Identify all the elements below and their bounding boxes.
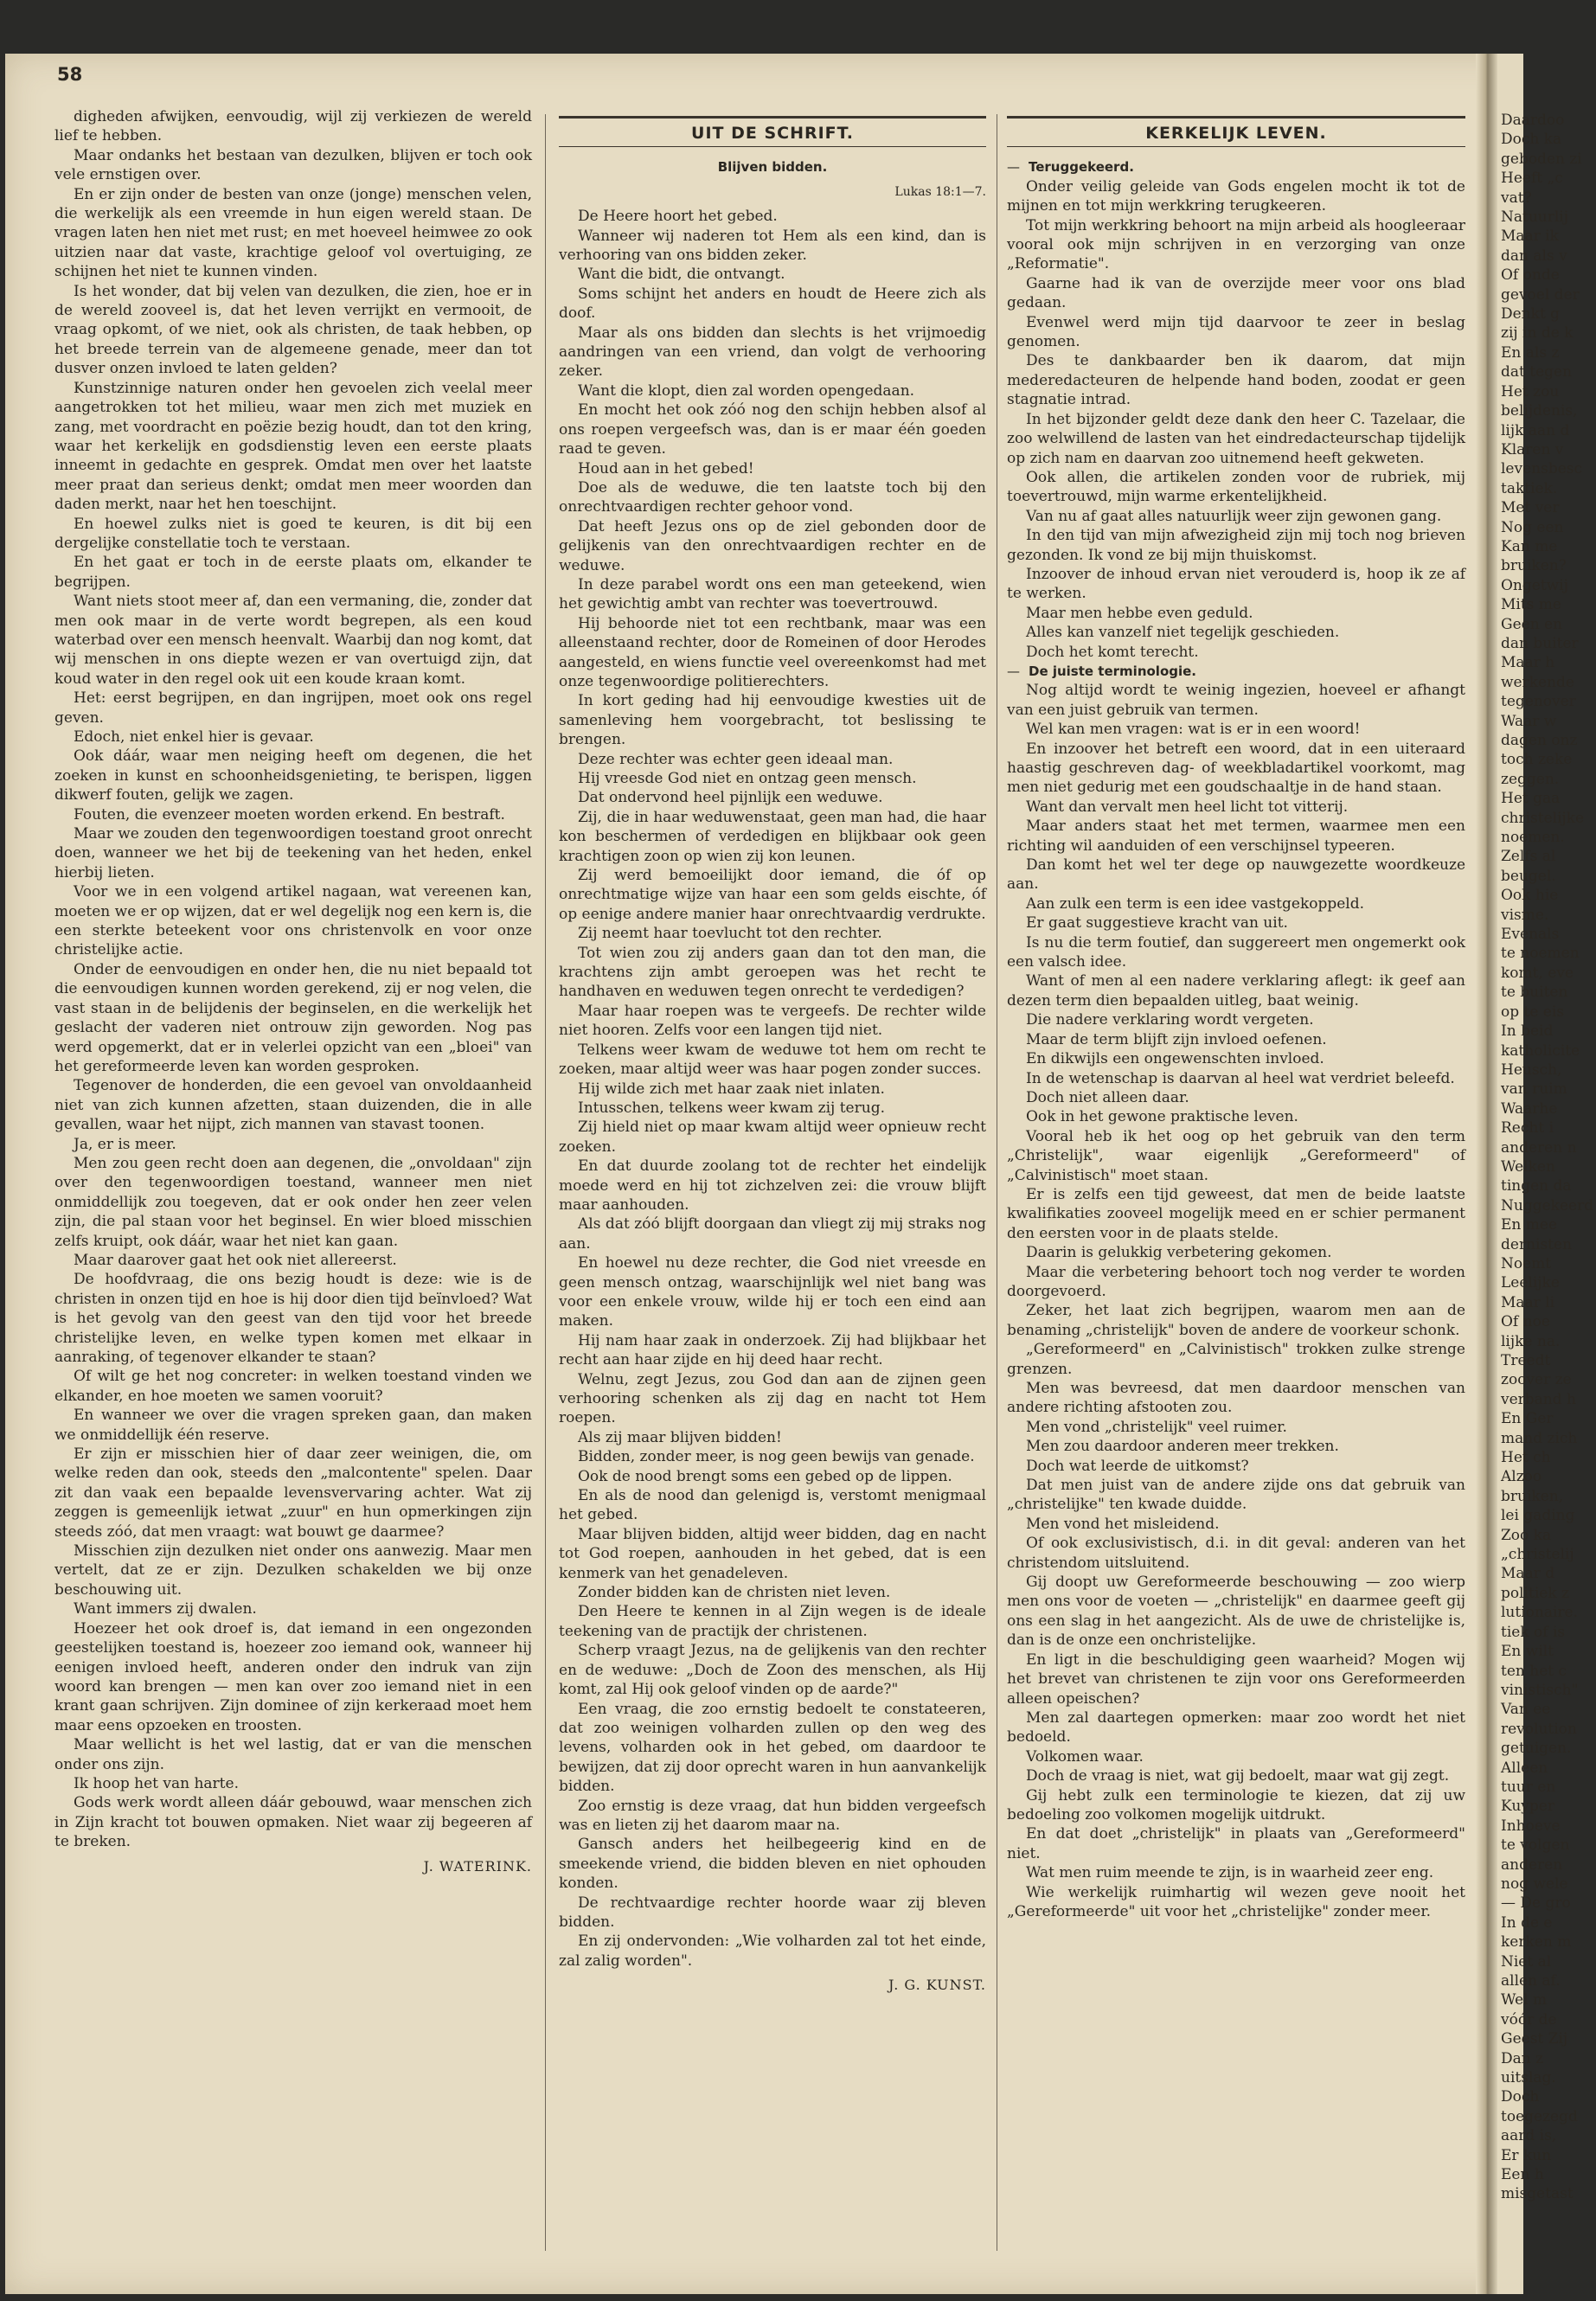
next-page-line: Doch ka	[1501, 131, 1562, 149]
paragraph: Doe als de weduwe, die ten laatste toch bij den onrechtvaardigen rechter gehoor vond.	[559, 478, 986, 516]
next-page-line: te buiten	[1501, 984, 1568, 1002]
paragraph: Zonder bidden kan de christen niet leven.	[578, 1584, 891, 1602]
next-page-line: gevoel der	[1501, 285, 1580, 304]
paragraph: Zij hield niet op maar kwam altijd weer opnieuw recht zoeken.	[559, 1118, 986, 1156]
next-page-line: geboden zi	[1501, 150, 1582, 168]
next-page-line: tingen da	[1501, 1177, 1572, 1195]
paragraph: De hoofdvraag, die ons bezig houdt is deze: wie is de christen in onzen tijd en hoe is hij door dien tijd beïnvloed? Wat is het gevolg van den geest van den tijd voor het breede christelijke leven, en welke typen komen met elkaar in aanraking, of tegenover elkander te staan?	[54, 1271, 532, 1366]
paragraph: Die nadere verklaring wordt vergeten.	[1026, 1011, 1314, 1029]
paragraph: Doch wat leerde de uitkomst?	[1026, 1457, 1249, 1475]
paragraph: En inzoover het betreft een woord, dat in een uiteraard haastig geschreven dag- of weekbladartikel voorkomt, mag men niet gedurig met een goudschaaltje in de hand staan.	[1007, 740, 1465, 797]
next-page-line: toegezegd	[1501, 2107, 1578, 2125]
article-body	[1007, 177, 1465, 662]
paragraph: Men was bevreesd, dat men daardoor menschen van andere richting afstooten zou.	[1007, 1380, 1465, 1417]
next-page-line: Doch	[1501, 2088, 1540, 2106]
next-page-line: Het gaa	[1501, 790, 1561, 808]
paragraph: Is nu die term foutief, dan suggereert men ongemerkt ook een valsch idee.	[1007, 933, 1465, 971]
next-page-line: En Ger	[1501, 1410, 1554, 1428]
next-page-line: Geen en	[1501, 615, 1563, 633]
next-page-line: op te eis	[1501, 1003, 1565, 1021]
next-page-line: Maar h	[1501, 654, 1555, 672]
next-page-line: Treedt	[1501, 1352, 1551, 1369]
next-page-line: zoover ze	[1501, 1371, 1572, 1389]
paragraph: Maar wellicht is het wel lastig, dat er van die menschen onder ons zijn.	[54, 1736, 532, 1773]
paragraph: Deze rechter was echter geen ideaal man.	[578, 750, 894, 768]
paragraph: Er zijn er misschien hier of daar zeer weinigen, die, om welke reden dan ook, steeds den „malcontente" spelen. Daar zit dan vaak een bepaalde levensvervaring achter. Wat zij zeggen is gemeenlijk ietwat „zuur" en hun opmerkingen zijn steeds zóó, dat men vraagt: wat bouwt ge daarmee?	[54, 1445, 532, 1541]
next-page-line: misgetast	[1501, 2185, 1574, 2203]
paragraph: Doch het komt terecht.	[1026, 643, 1199, 661]
next-page-edge	[1497, 54, 1594, 2294]
section-title: — De juiste terminologie.	[1007, 663, 1196, 679]
next-page-line: Alleen	[1501, 1759, 1548, 1777]
next-page-line: In de e	[1501, 1913, 1553, 1932]
article-body	[559, 207, 986, 1995]
next-page-line: dat tegen	[1501, 363, 1573, 381]
next-page-line: Noemt	[1501, 1254, 1552, 1272]
paragraph: Misschien zijn dezulken niet onder ons aanwezig. Maar men vertelt, dat ze er zijn. Dezulken schakelden we bij onze beschouwing uit.	[54, 1542, 532, 1599]
paragraph: Men zou geen recht doen aan degenen, die „onvoldaan" zijn over den tegenwoordigen toestand, wanneer men niet onmiddellijk zou toegeven, dat er ook onder hen zeer velen zijn, die pal staan voor het beginsel. En wier bloed misschien zelfs kruipt, ook dáár, waar het niet kan gaan.	[54, 1154, 532, 1250]
next-page-line: Dan z	[1501, 2049, 1544, 2067]
paragraph: Zij neemt haar toevlucht tot den rechter.	[578, 925, 882, 943]
paragraph: Welnu, zegt Jezus, zou God dan aan de zijnen geen verhooring schenken als zij dag en nacht tot Hem roepen.	[559, 1370, 986, 1427]
next-page-line: lijk aan d	[1501, 421, 1570, 439]
paragraph: Dat heeft Jezus ons op de ziel gebonden door de gelijkenis van den onrechtvaardigen rechter en de weduwe.	[559, 517, 986, 574]
paragraph: Een vraag, die zoo ernstig bedoelt te constateeren, dat zoo weinigen volharden zullen op den weg des levens, volharden ook in het gebed, om daardoor te bewijzen, dat zij door oprecht waren in hun aanvankelijk bidden.	[559, 1700, 986, 1796]
next-page-line: Niet al	[1501, 1952, 1552, 1971]
paragraph: Men zou daardoor anderen meer trekken.	[1026, 1438, 1339, 1456]
next-page-line: Natuurlij	[1501, 208, 1569, 227]
next-page-line: levensbesc	[1501, 460, 1583, 478]
paragraph: Want dan vervalt men heel licht tot vitterij.	[1026, 798, 1349, 816]
paragraph: Evenwel werd mijn tijd daarvoor te zeer in beslag genomen.	[1007, 313, 1465, 351]
next-page-line: lei gading	[1501, 1507, 1575, 1525]
paragraph: Maar blijven bidden, altijd weer bidden, dag en nacht tot God roepen, aanhouden in het gebed, dat is een kenmerk van het genadeleven.	[559, 1525, 986, 1582]
paragraph: Zoo ernstig is deze vraag, dat hun bidden vergeefsch was en lieten zij het daarom maar na.	[559, 1797, 986, 1834]
paragraph: Zij, die in haar weduwenstaat, geen man had, die haar kon beschermen of verdedigen en blijkbaar ook geen krachtigen zoon op wien zij kon leunen.	[559, 808, 986, 865]
paragraph: In deze parabel wordt ons een man geteekend, wien het gewichtig ambt van rechter was toevertrouwd.	[559, 575, 986, 613]
next-page-line: Welken	[1501, 1157, 1555, 1176]
next-page-line: Een h	[1501, 2166, 1544, 2184]
paragraph: Ja, er is meer.	[74, 1135, 176, 1153]
paragraph: Scherp vraagt Jezus, na de gelijkenis van den rechter en de weduwe: „Doch de Zoon des menschen, als Hij komt, zal Hij ook geloof vinden op de aarde?"	[559, 1642, 986, 1699]
next-page-line: politiek z	[1501, 1584, 1569, 1602]
paragraph: Gij hebt zulk een terminologie te kiezen, dat zij uw bedoeling zoo volkomen mogelijk uitdrukt.	[1007, 1786, 1465, 1823]
article-body	[1007, 681, 1465, 1921]
paragraph: Of wilt ge het nog concreter: in welken toestand vinden we elkander, en hoe moeten we samen vooruit?	[54, 1368, 532, 1405]
next-page-line: vóór de	[1501, 2010, 1557, 2029]
paragraph: Ook dáár, waar men neiging heeft om degenen, die het zoeken in kunst en schoonheidsgenieting, te berispen, liggen dikwerf fouten, gelijk we zagen.	[54, 747, 532, 804]
paragraph: Doch niet alleen daar.	[1026, 1088, 1189, 1106]
scripture-reference: Lukas 18:1—7.	[894, 184, 986, 199]
next-page-line: Kan me	[1501, 537, 1558, 555]
next-page-line: noemen.	[1501, 829, 1565, 847]
paragraph: Want niets stoot meer af, dan een vermaning, die, zonder dat men ook maar in de verte wordt begrepen, als een koud waterbad over een mensch heenvalt. Waarbij dan nog komt, dat wij menschen in ons diepte wezen er van overtuigd zijn, dat koud water in den regel ook uit een koude kraan komt.	[54, 593, 532, 688]
paragraph: En mocht het ook zóó nog den schijn hebben alsof al ons roepen vergeefsch was, dan is er maar één goeden raad te geven.	[559, 401, 986, 458]
paragraph: En dat doet „christelijk" in plaats van „Gereformeerd" niet.	[1007, 1825, 1465, 1862]
paragraph: In kort geding had hij eenvoudige kwesties uit de samenleving hem voorgebracht, tot beslissing te brengen.	[559, 692, 986, 749]
next-page-line: Wel m	[1501, 1991, 1548, 2009]
next-page-line: van ruim	[1501, 1080, 1567, 1099]
next-page-line: bruiken,	[1501, 1487, 1564, 1505]
next-page-line: Zelfs al	[1501, 848, 1556, 866]
next-page-line: getuigen.	[1501, 1740, 1572, 1758]
paragraph: In de wetenschap is daarvan al heel wat verdriet beleefd.	[1026, 1069, 1455, 1087]
paragraph: In den tijd van mijn afwezigheid zijn mij toch nog brieven gezonden. Ik vond ze bij mijn thuiskomst.	[1007, 527, 1465, 564]
next-page-line: Evenals	[1501, 926, 1560, 944]
paragraph: Wanneer wij naderen tot Hem als een kind, dan is verhooring van ons bidden zeker.	[559, 227, 986, 265]
next-page-line: Waarhe	[1501, 1099, 1558, 1118]
paragraph: Onder veilig geleide van Gods engelen mocht ik tot de mijnen en tot mijn werkkring terugkeeren.	[1007, 177, 1465, 215]
next-page-line: mand zich	[1501, 1429, 1578, 1447]
column-rule	[545, 114, 546, 2251]
next-page-line: Kuyper	[1501, 1798, 1554, 1816]
next-page-line: lijke na.	[1501, 1332, 1561, 1350]
paragraph: Intusschen, telkens weer kwam zij terug.	[578, 1099, 885, 1117]
paragraph: Ook allen, die artikelen zonden voor de rubriek, mij toevertrouwd, mijn warme erkentelijkheid.	[1007, 468, 1465, 506]
paragraph: Want of men al een nadere verklaring aflegt: ik geef aan dezen term dien bepaalden uitleg, baat weinig.	[1007, 972, 1465, 1009]
next-page-line: uitslag.	[1501, 2069, 1556, 2087]
next-page-line: Het zou	[1501, 382, 1560, 401]
paragraph: Onder de eenvoudigen en onder hen, die nu niet bepaald tot die eenvoudigen kunnen worden gerekend, zij er nog velen, die vast staan in de belijdenis der beginselen, en die werkelijk het geslacht der vaderen niet ontrouw zijn geworden. Nog pas werd opgemerkt, dat er in velerlei opzicht van een „bloei" van het gereformeerde leven kan worden gesproken.	[54, 960, 532, 1075]
paragraph: Hij nam haar zaak in onderzoek. Zij had blijkbaar het recht aan haar zijde en hij deed haar recht.	[559, 1331, 986, 1369]
next-page-line: Geest Zij	[1501, 2030, 1568, 2048]
paragraph: Dan komt het wel ter dege op nauwgezette woordkeuze aan.	[1007, 856, 1465, 894]
author-signature: J. WATERINK.	[423, 1857, 532, 1875]
paragraph: Bidden, zonder meer, is nog geen bewijs van genade.	[578, 1448, 975, 1466]
paragraph: Hoezeer het ook droef is, dat iemand in een ongezonden geestelijken toestand is, hoezeer zoo iemand ook, wanneer hij eenigen invloed heeft, anderen onder den indruk van zijn woord kan brengen — men kan over zoo iemand niet in een krant gaan schrijven. Zijn dominee of zijn kerkeraad moet hem maar eens opzoeken en troosten.	[54, 1619, 532, 1734]
paragraph: Wie werkelijk ruimhartig wil wezen geve nooit het „Gereformeerde" uit voor het „christelijke" zonder meer.	[1007, 1883, 1465, 1920]
next-page-line: te volgen	[1501, 1836, 1570, 1855]
paragraph: Nog altijd wordt te weinig ingezien, hoeveel er afhangt van een juist gebruik van termen.	[1007, 682, 1465, 719]
next-page-line: kerken m	[1501, 1933, 1572, 1952]
next-page-line: Recht i	[1501, 1119, 1554, 1138]
column-kerkelijk-leven	[1007, 116, 1465, 1921]
paragraph: Voor we in een volgend artikel nagaan, wat vereenen kan, moeten we er op wijzen, dat er wel degelijk nog een kern is, die een sterkte beteekent voor ons christenvolk en voor onze christelijke actie.	[54, 883, 532, 959]
paragraph: Dat ondervond heel pijnlijk een weduwe.	[578, 789, 883, 807]
paragraph: Van nu af gaat alles natuurlijk weer zijn gewonen gang.	[1026, 507, 1442, 525]
section-header: KERKELIJK LEVEN.	[1007, 116, 1465, 147]
paragraph: Maar men hebbe even geduld.	[1026, 604, 1253, 622]
next-page-line: allen af.	[1501, 1972, 1561, 1990]
paragraph: Maar die verbetering behoort toch nog verder te worden doorgevoerd.	[1007, 1263, 1465, 1300]
next-page-line: te noemen	[1501, 945, 1580, 963]
next-page-line: In beid	[1501, 1022, 1554, 1041]
next-page-line: Waar w	[1501, 712, 1557, 730]
paragraph: Als zij maar blijven bidden!	[578, 1428, 782, 1446]
next-page-line: beugel.	[1501, 867, 1556, 885]
paragraph: Zij werd bemoeilijkt door iemand, die óf op onrechtmatige wijze van haar een som gelds eischte, óf op eenige andere manier haar onrechtvaardig verdrukte.	[559, 867, 986, 923]
next-page-line: En als z	[1501, 343, 1560, 362]
next-page-line: Ook hie	[1501, 887, 1559, 905]
next-page-line: Maar ik	[1501, 228, 1559, 246]
next-page-line: belijdenis,	[1501, 402, 1578, 420]
paragraph: digheden afwijken, eenvoudig, wijl zij verkiezen de wereld lief te hebben.	[54, 108, 532, 145]
section-title: — Teruggekeerd.	[1007, 159, 1134, 176]
next-page-line: christelijke	[1501, 809, 1585, 827]
paragraph: Den Heere te kennen in al Zijn wegen is de ideale teekening van de practijk der christenen.	[559, 1603, 986, 1640]
paragraph: Want die klopt, dien zal worden opengedaan.	[578, 381, 915, 400]
next-page-line: Of noe	[1501, 1313, 1550, 1331]
paragraph: Maar ondanks het bestaan van dezulken, blijven er toch ook vele ernstigen over.	[54, 146, 532, 184]
paragraph: En als de nood dan gelenigd is, verstomt menigmaal het gebed.	[559, 1487, 986, 1524]
paragraph: Er gaat suggestieve kracht van uit.	[1026, 914, 1288, 933]
paragraph: En dat duurde zoolang tot de rechter het eindelijk moede werd en hij tot zichzelven zei: die vrouw blijft maar aanhouden.	[559, 1157, 986, 1214]
paragraph: Ook in het gewone praktische leven.	[1026, 1108, 1298, 1126]
next-page-line: Mits me	[1501, 596, 1561, 614]
next-page-line: aard is,	[1501, 2127, 1557, 2145]
next-page-line: Klaren v	[1501, 440, 1564, 458]
paragraph: Als dat zóó blijft doorgaan dan vliegt zij mij straks nog aan.	[559, 1215, 986, 1253]
paragraph: Ik hoop het van harte.	[74, 1774, 239, 1792]
next-page-line: Denkt g	[1501, 305, 1561, 324]
next-page-line: dernisten	[1501, 1235, 1573, 1253]
paragraph: Inzoover de inhoud ervan niet verouderd is, hoop ik ze af te werken.	[1007, 565, 1465, 603]
paragraph: Ook de nood brengt soms een gebed op de lippen.	[578, 1467, 952, 1485]
next-page-line: Maar d	[1501, 1565, 1555, 1583]
paragraph: Doch de vraag is niet, wat gij bedoelt, maar wat gij zegt.	[1026, 1767, 1450, 1785]
paragraph: Wat men ruim meende te zijn, is in waarheid zeer eng.	[1026, 1864, 1434, 1882]
next-page-line: werkende	[1501, 673, 1574, 691]
paragraph: Alles kan vanzelf niet tegelijk geschieden.	[1026, 624, 1340, 642]
paragraph: Gij doopt uw Gereformeerde beschouwing — zoo wierp men ons voor de voeten — „christelijk" en daarmee geeft gij ons een slag in het aangezicht. Als de uwe de christelijke is, dan is de onze een onchristelijke.	[1007, 1574, 1465, 1650]
next-page-line: En mee	[1501, 1216, 1558, 1234]
paragraph: En dikwijls een ongewenschten invloed.	[1026, 1050, 1324, 1068]
next-page-line: lutionaire.	[1501, 1604, 1579, 1622]
next-page-line: anderen	[1501, 1856, 1563, 1874]
paragraph: Of ook exclusivistisch, d.i. in dit geval: anderen van het christendom uitsluitend.	[1007, 1535, 1465, 1572]
next-page-line: Er kun	[1501, 2146, 1552, 2164]
paragraph: En het gaat er toch in de eerste plaats om, elkander te begrijpen.	[54, 554, 532, 591]
next-page-line: zeggen.	[1501, 770, 1560, 788]
paragraph: Er is zelfs een tijd geweest, dat men de beide laatste kwalifikaties zooveel mogelijk meed en er schier permanent den eersten voor in de plaats stelde.	[1007, 1185, 1465, 1242]
next-page-line: visme.	[1501, 906, 1549, 924]
next-page-line: dagen onz	[1501, 732, 1578, 749]
next-page-line: bruiken?	[1501, 557, 1567, 575]
next-page-line: — De gro	[1501, 1894, 1571, 1913]
next-page-line: Nog een	[1501, 518, 1564, 536]
paragraph: Wel kan men vragen: wat is er in een woord!	[1026, 721, 1361, 739]
next-page-line: dan als v	[1501, 247, 1567, 265]
paragraph: Men zal daartegen opmerken: maar zoo wordt het niet bedoeld.	[1007, 1708, 1465, 1747]
article-title: Blijven bidden.	[717, 159, 828, 176]
paragraph: Gods werk wordt alleen dáár gebouwd, waar menschen zich in Zijn kracht tot bouwen opmaken. Niet waar zij begeeren af te breken.	[54, 1794, 532, 1851]
next-page-line: Alzoo	[1501, 1468, 1542, 1486]
next-page-line: tiek of is	[1501, 1623, 1566, 1641]
paragraph: Aan zulk een term is een idee vastgekoppeld.	[1026, 894, 1365, 913]
paragraph: Dat men juist van de andere zijde ons dat gebruik van „christelijke" ten kwade duidde.	[1007, 1477, 1465, 1514]
next-page-line: Heusch,	[1501, 1061, 1562, 1079]
next-page-line: En wilt	[1501, 1643, 1554, 1661]
paragraph: Daarin is gelukkig verbetering gekomen.	[1026, 1244, 1332, 1262]
next-page-line: Leelijke	[1501, 1274, 1560, 1292]
paragraph: En er zijn onder de besten van onze (jonge) menschen velen, die werkelijk als een vreemde in hun eigen wereld staan. De vragen laten hen niet met rust; en met hoeveel heimwee zo ook uitzien naar dat vaste, krachtige geloof vol overtuiging, ze schijnen het niet te kunnen vinden.	[54, 185, 532, 281]
paragraph: Kunstzinnige naturen onder hen gevoelen zich veelal meer aangetrokken tot het milieu, waar men zich met muziek en zang, met voordracht en poëzie bezig houdt, dan tot den kring, waar het kerkelijk en godsdienstig leven een eerste plaats inneemt in gedachte en gesprek. Omdat men over het laatste meer praat dan serieus denkt; omdat men meer woorden dan daden merkt, naar het hen toeschijnt.	[54, 379, 532, 514]
next-page-line: Zoo ka	[1501, 1526, 1552, 1544]
paragraph: Volkomen waar.	[1026, 1747, 1144, 1766]
column-uit-de-schrift	[559, 116, 986, 1996]
next-page-line: toch zeke	[1501, 751, 1573, 769]
paragraph: Tot wien zou zij anders gaan dan tot den man, die krachtens zijn ambt geroepen was het recht te handhaven en weduwen tegen onrecht te verdedigen?	[559, 944, 986, 1001]
next-page-line: „christelij	[1501, 1546, 1574, 1564]
paragraph: En hoewel nu deze rechter, die God niet vreesde en geen mensch ontzag, waarschijnlijk wel niet bang was voor een enkele vrouw, wilde hij er toch een eind aan maken.	[559, 1254, 986, 1330]
paragraph: Het: eerst begrijpen, en dan ingrijpen, moet ook ons regel geven.	[54, 689, 532, 727]
next-page-line: tegenover	[1501, 693, 1576, 711]
paragraph: Hij wilde zich met haar zaak niet inlaten.	[578, 1080, 885, 1098]
paragraph: Want immers zij dwalen.	[74, 1600, 257, 1618]
next-page-line: tuur en	[1501, 1778, 1556, 1796]
newspaper-page	[5, 54, 1594, 2294]
paragraph: Want die bidt, die ontvangt.	[578, 266, 785, 284]
next-page-line: Daardoo	[1501, 112, 1565, 129]
next-page-line: anderen n	[1501, 1138, 1577, 1157]
next-page-line: verband h	[1501, 1390, 1576, 1408]
next-page-line: Van ee	[1501, 1701, 1551, 1719]
next-page-line: katholicite	[1501, 1042, 1580, 1060]
next-page-line: vinistisch"	[1501, 1681, 1579, 1699]
paragraph: Soms schijnt het anders en houdt de Heere zich als doof.	[559, 285, 986, 323]
next-page-text	[1501, 111, 1593, 2204]
next-page-line: Het ch	[1501, 1449, 1551, 1467]
paragraph: Tegenover de honderden, die een gevoel van onvoldaanheid niet van zich kunnen afzetten, staan duizenden, die in alle gevallen, waar het nijpt, zich mannen van stavast toonen.	[54, 1077, 532, 1134]
paragraph: Maar anders staat het met termen, waarmee men een richting wil aanduiden of een verschijnsel typeeren.	[1007, 817, 1465, 855]
paragraph: Zeker, het laat zich begrijpen, waarom men aan de benaming „christelijk" boven de andere de voorkeur schonk.	[1007, 1302, 1465, 1339]
next-page-line: Of onde	[1501, 266, 1560, 285]
paragraph: Telkens weer kwam de weduwe tot hem om recht te zoeken, maar altijd weer was haar pogen zonder succes.	[559, 1041, 986, 1079]
paragraph: En ligt in die beschuldiging geen waarheid? Mogen wij het brevet van christenen te zijn voor ons Gereformeerden alleen opeischen?	[1007, 1650, 1465, 1708]
next-page-line: Nuggekeerd	[1501, 1196, 1594, 1215]
page-number: 58	[57, 64, 83, 85]
paragraph: Maar we zouden den tegenwoordigen toestand groot onrecht doen, wanneer we het bij de teekening van het heden, enkel hierbij lieten.	[54, 825, 532, 881]
next-page-line: Inhoeve	[1501, 1817, 1561, 1835]
paragraph: Gaarne had ik van de overzijde meer voor ons blad gedaan.	[1007, 274, 1465, 312]
paragraph: In het bijzonder geldt deze dank den heer C. Tazelaar, die zoo welwillend de lasten van het eindredacteurschap tijdelijk op zich nam en daarvan zoo uitnemend heeft gekweten.	[1007, 410, 1465, 467]
section-header: UIT DE SCHRIFT.	[559, 116, 986, 147]
paragraph: Maar daarover gaat het ook niet allereerst.	[74, 1251, 397, 1269]
paragraph: Maar haar roepen was te vergeefs. De rechter wilde niet hooren. Zelfs voor een langen tijd niet.	[559, 1002, 986, 1040]
next-page-line: ten het c	[1501, 1662, 1567, 1680]
next-page-line: Met ver	[1501, 499, 1560, 517]
next-page-line: Heeft „c	[1501, 170, 1563, 188]
column-left	[54, 107, 532, 1876]
next-page-line: Maar li	[1501, 1293, 1555, 1311]
paragraph: Is het wonder, dat bij velen van dezulken, die zien, hoe er in de wereld zooveel is, dat het leven verrijkt en vermooit, de vraag opkomt, of we niet, ook als christen, de taak hebben, op het breede terrein van de algemeene genade, meer dan tot dusver onzen invloed te laten gelden?	[54, 282, 532, 378]
next-page-line: dan buiter	[1501, 634, 1579, 652]
paragraph: Houd aan in het gebed!	[578, 459, 754, 478]
paragraph: Fouten, die evenzeer moeten worden erkend. En bestraft.	[74, 805, 505, 824]
paragraph: Gansch anders het heilbegeerig kind en de smeekende vriend, die bidden bleven en niet ophouden konden.	[559, 1836, 986, 1893]
paragraph: Vooral heb ik het oog op het gebruik van den term „Christelijk", waar eigenlijk „Gereformeerd" of „Calvinistisch" moet staan.	[1007, 1127, 1465, 1184]
paragraph: Tot mijn werkkring behoort na mijn arbeid als hoogleeraar vooral ook mijn schrijven in en verzorging van onze „Reformatie".	[1007, 216, 1465, 273]
paragraph: Des te dankbaarder ben ik daarom, dat mijn mederedacteuren de helpende hand boden, zoodat er geen stagnatie intrad.	[1007, 352, 1465, 409]
next-page-line: taktiek.	[1501, 479, 1558, 497]
paragraph: Hij vreesde God niet en ontzag geen mensch.	[578, 770, 917, 787]
paragraph: De rechtvaardige rechter hoorde waar zij bleven bidden.	[559, 1894, 986, 1931]
next-page-line: revolution	[1501, 1720, 1577, 1738]
book-gutter	[1476, 54, 1497, 2294]
paragraph: Maar als ons bidden dan slechts is het vrijmoedig aandringen van een vriend, dan volgt de verhooring zeker.	[559, 324, 986, 381]
paragraph: „Gereformeerd" en „Calvinistisch" trokken zulke strenge grenzen.	[1007, 1341, 1465, 1378]
next-page-line: nog wele	[1501, 1875, 1568, 1893]
paragraph: En zij ondervonden: „Wie volharden zal tot het einde, zal zalig worden".	[559, 1932, 986, 1970]
author-signature: J. G. KUNST.	[888, 1977, 986, 1994]
paragraph: En hoewel zulks niet is goed te keuren, is dit bij een dergelijke constellatie toch te verstaan.	[54, 515, 532, 552]
paragraph: Edoch, niet enkel hier is gevaar.	[74, 728, 314, 746]
paragraph: Men vond het misleidend.	[1026, 1515, 1220, 1533]
next-page-line: Ongetwij	[1501, 576, 1568, 594]
paragraph: De Heere hoort het gebed.	[578, 208, 778, 226]
paragraph: En wanneer we over die vragen spreken gaan, dan maken we onmiddellijk één reserve.	[54, 1407, 532, 1444]
paragraph: Hij behoorde niet tot een rechtbank, maar was een alleenstaand rechter, door de Romeinen of door Herodes aangesteld, en wiens functie veel overeenkomst had met onze tegenwoordige politierechters.	[559, 614, 986, 690]
next-page-line: vat?	[1501, 189, 1532, 207]
paragraph: Men vond „christelijk" veel ruimer.	[1026, 1418, 1287, 1436]
next-page-line: zij in de k	[1501, 324, 1574, 343]
paragraph: Maar de term blijft zijn invloed oefenen.	[1026, 1030, 1327, 1048]
next-page-line: komt, eve	[1501, 964, 1574, 982]
